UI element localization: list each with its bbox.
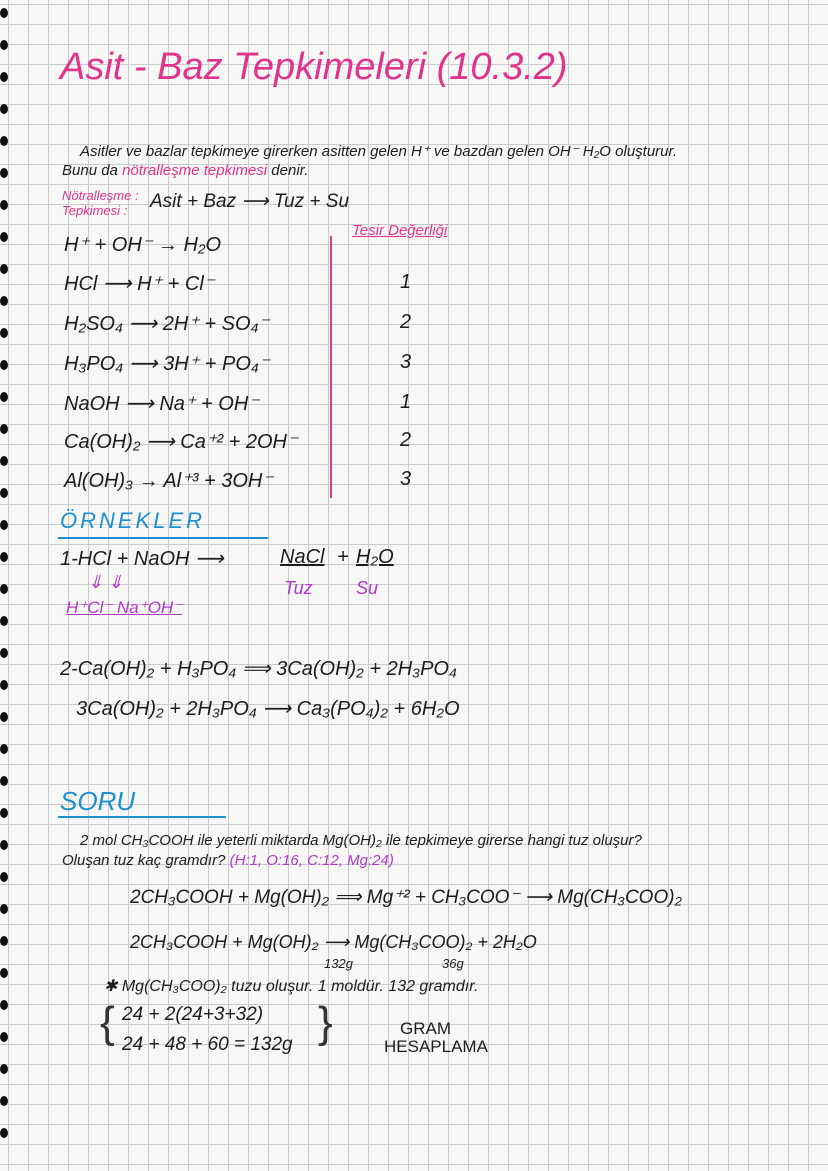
atomic-masses: (H:1, O:16, C:12, Mg:24) [229, 852, 394, 869]
intro-line-2 [62, 162, 308, 179]
table-row-eq: HCl ⟶ H⁺ + Cl⁻ [64, 273, 215, 295]
example1-equation: 1-HCl + NaOH ⟶ [60, 548, 224, 570]
example1-tuz: Tuz [284, 578, 313, 598]
table-divider [330, 236, 332, 498]
label-line: Tepkimesi : [62, 203, 128, 218]
intro-text: Bunu da [62, 162, 118, 179]
answer-note: ✱ Mg(CH₃COO)₂ tuzu oluşur. 1 moldür. 132 gramdır. [104, 978, 479, 995]
question-line-1: 2 mol CH₃COOH ile yeterli miktarda Mg(OH)₂ ile tepkimeye girerse hangi tuz oluşur? [80, 832, 642, 849]
intro-highlight: nötralleşme tepkimesi [122, 162, 268, 179]
calc-line-2: 24 + 48 + 60 = 132g [122, 1034, 293, 1055]
table-row-eq: NaOH ⟶ Na⁺ + OH⁻ [64, 393, 259, 415]
neutralization-label [62, 188, 139, 218]
table-header: Tesir Değerliği [352, 222, 448, 239]
table-row-eq: Al(OH)₃ → Al⁺³ + 3OH⁻ [64, 470, 273, 492]
page-title: Asit - Baz Tepkimeleri (10.3.2) [60, 46, 568, 88]
side-label: HESAPLAMA [384, 1037, 488, 1056]
table-row-eq: H₃PO₄ ⟶ 3H⁺ + PO₄⁻ [64, 353, 270, 375]
table-row-eq: H⁺ + OH⁻ → H₂O [64, 234, 222, 256]
binder-holes [0, 0, 12, 1171]
table-row-eq: Ca(OH)₂ ⟶ Ca⁺² + 2OH⁻ [64, 431, 298, 453]
question-equation-2: 2CH₃COOH + Mg(OH)₂ ⟶ Mg(CH₃COO)₂ + 2H₂O [130, 932, 537, 952]
heading-underline [58, 816, 226, 818]
example1-ions: H⁺Cl⁻ Na⁺OH⁻ [66, 598, 183, 617]
calc-line-1: 24 + 2(24+3+32) [122, 1004, 264, 1025]
table-row-val: 2 [400, 429, 412, 451]
example1-plus: + [337, 546, 349, 568]
label-line: Nötralleşme : [62, 188, 139, 203]
example1-product1: NaCl [280, 546, 325, 568]
table-row-val: 1 [400, 391, 412, 413]
intro-end: denir. [271, 162, 309, 179]
question-equation-1: 2CH₃COOH + Mg(OH)₂ ⟹ Mg⁺² + CH₃COO⁻ ⟶ Mg(CH₃COO)₂ [130, 887, 682, 908]
question-heading: SORU [60, 786, 136, 816]
examples-heading: ÖRNEKLER [60, 508, 206, 533]
table-row-val: 2 [400, 311, 412, 333]
example1-su: Su [356, 578, 379, 598]
example1-arrows: ⇓ ⇓ [88, 572, 124, 592]
neutralization-equation: Asit + Baz ⟶ Tuz + Su [150, 191, 350, 212]
question-line-2 [62, 852, 394, 869]
side-label: GRAM [400, 1019, 451, 1038]
question-text: Oluşan tuz kaç gramdır? [62, 852, 226, 869]
example2-line1: 2-Ca(OH)₂ + H₃PO₄ ⟹ 3Ca(OH)₂ + 2H₃PO₄ [60, 658, 458, 680]
example1-product2: H₂O [356, 546, 394, 568]
right-brace: } [318, 998, 333, 1047]
table-row-eq: H₂SO₄ ⟶ 2H⁺ + SO₄⁻ [64, 313, 270, 335]
table-row-val: 3 [400, 468, 412, 490]
mass-salt: 132g [324, 956, 353, 971]
heading-underline [58, 537, 268, 539]
intro-line-1: Asitler ve bazlar tepkimeye girerken asitten gelen H⁺ ve bazdan gelen OH⁻ H₂O oluşturur. [80, 143, 678, 160]
table-row-val: 1 [400, 271, 412, 293]
table-row-val: 3 [400, 351, 412, 373]
left-brace: { [100, 998, 115, 1047]
example2-line2: 3Ca(OH)₂ + 2H₃PO₄ ⟶ Ca₃(PO₄)₂ + 6H₂O [76, 698, 460, 720]
mass-water: 36g [442, 956, 464, 971]
gram-calc-label [384, 1020, 488, 1056]
